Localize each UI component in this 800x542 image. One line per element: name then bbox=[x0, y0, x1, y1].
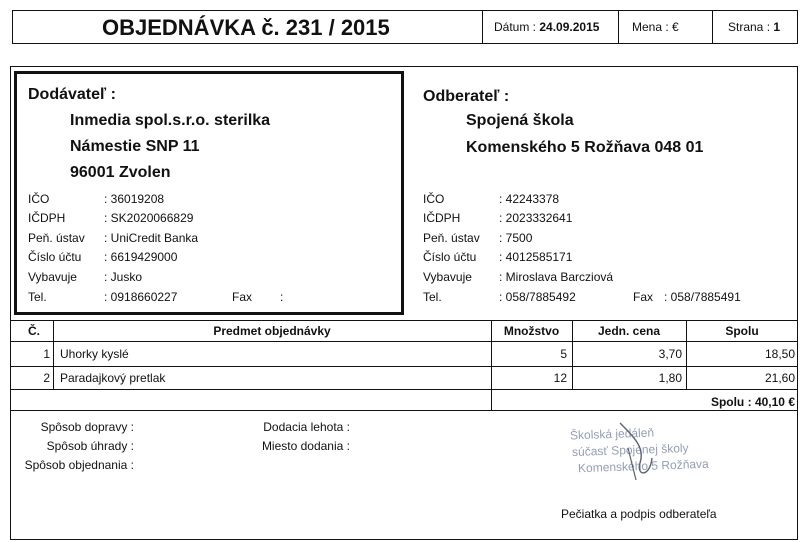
customer-bank-value: : 7500 bbox=[499, 231, 533, 245]
supplier-fax-label: Fax bbox=[232, 290, 253, 304]
supplier-bank-value: : UniCredit Banka bbox=[104, 231, 199, 245]
supplier-contact-value: : Jusko bbox=[104, 270, 143, 284]
row-item: Paradajkový pretlak bbox=[60, 371, 166, 385]
currency-field: Mena : € bbox=[632, 20, 679, 34]
header-divider bbox=[482, 10, 483, 44]
customer-address: Komenského 5 Rožňava 048 01 bbox=[466, 139, 704, 156]
supplier-phone-value: : 0918660227 bbox=[104, 290, 178, 304]
customer-icdph-value: : 2023332641 bbox=[499, 211, 573, 225]
header-divider bbox=[712, 10, 713, 44]
col-header-item: Predmet objednávky bbox=[213, 324, 331, 338]
signature-label: Pečiatka a podpis odberateľa bbox=[561, 507, 717, 521]
customer-account-value: : 4012585171 bbox=[499, 250, 573, 264]
customer-phone-value: : 058/7885492 bbox=[499, 290, 576, 304]
order-method-label: Spôsob objednania : bbox=[24, 458, 134, 472]
customer-ico-label: IČO bbox=[423, 192, 445, 206]
transport-label: Spôsob dopravy : bbox=[40, 420, 134, 434]
supplier-account-label: Číslo účtu bbox=[28, 250, 82, 264]
supplier-icdph-label: IČDPH bbox=[28, 211, 66, 225]
stamp-line: Komenského 5 Rožňava bbox=[577, 456, 709, 476]
stamp-line: súčasť Spojenej školy bbox=[571, 440, 689, 460]
supplier-fax-value: : bbox=[280, 290, 284, 304]
col-header-no: Č. bbox=[28, 324, 40, 338]
date-value: 24.09.2015 bbox=[539, 20, 600, 34]
row-item: Uhorky kyslé bbox=[60, 347, 129, 361]
customer-icdph-label: IČDPH bbox=[423, 211, 461, 225]
header-divider bbox=[618, 10, 619, 44]
order-total-value: 40,10 € bbox=[754, 395, 795, 409]
table-header-line bbox=[10, 341, 798, 342]
supplier-bank-label: Peň. ústav bbox=[28, 231, 85, 245]
customer-title: Odberateľ : bbox=[423, 88, 510, 105]
supplier-ico-value: : 36019208 bbox=[104, 192, 165, 206]
col-header-total: Spolu bbox=[725, 324, 759, 338]
customer-fax-value: : 058/7885491 bbox=[664, 290, 741, 304]
row-total: 18,50 bbox=[764, 347, 795, 361]
stamp-line: Školská jedáleň bbox=[569, 425, 655, 443]
supplier-city: 96001 Zvolen bbox=[70, 164, 171, 181]
signature-scribble bbox=[600, 418, 670, 488]
document-title: OBJEDNÁVKA č. 231 / 2015 bbox=[102, 15, 390, 40]
customer-contact-label: Vybavuje bbox=[423, 270, 472, 284]
table-row-line bbox=[10, 389, 798, 390]
table-sum-line bbox=[10, 410, 798, 411]
page-label: Strana : bbox=[728, 20, 771, 34]
payment-label: Spôsob úhrady : bbox=[46, 439, 134, 453]
date-field bbox=[494, 20, 599, 34]
supplier-account-value: : 6619429000 bbox=[104, 250, 178, 264]
order-total-label: Spolu : bbox=[710, 395, 752, 409]
supplier-contact-label: Vybavuje bbox=[28, 270, 77, 284]
customer-ico-value: : 42243378 bbox=[499, 192, 560, 206]
col-header-qty: Množstvo bbox=[503, 324, 560, 338]
customer-fax-label: Fax bbox=[633, 290, 654, 304]
delivery-place-label: Miesto dodania : bbox=[261, 439, 350, 453]
table-top-line bbox=[10, 320, 798, 321]
row-qty: 5 bbox=[560, 347, 567, 361]
row-number: 2 bbox=[43, 371, 50, 385]
customer-contact-value: : Miroslava Barcziová bbox=[499, 270, 614, 284]
page-value: 1 bbox=[773, 20, 781, 34]
supplier-title: Dodávateľ : bbox=[28, 86, 116, 103]
row-number: 1 bbox=[43, 347, 50, 361]
row-unit-price: 3,70 bbox=[658, 347, 682, 361]
page-field bbox=[728, 20, 780, 34]
row-qty: 12 bbox=[553, 371, 567, 385]
date-label: Dátum : bbox=[494, 20, 537, 34]
row-unit-price: 1,80 bbox=[658, 371, 682, 385]
delivery-deadline-label: Dodacia lehota : bbox=[263, 420, 350, 434]
customer-name: Spojená škola bbox=[466, 112, 574, 129]
customer-bank-label: Peň. ústav bbox=[423, 231, 480, 245]
supplier-name: Inmedia spol.s.r.o. sterilka bbox=[70, 112, 271, 129]
row-total: 21,60 bbox=[764, 371, 795, 385]
supplier-street: Námestie SNP 11 bbox=[70, 138, 200, 155]
customer-phone-label: Tel. bbox=[423, 290, 442, 304]
supplier-phone-label: Tel. bbox=[28, 290, 47, 304]
table-row-line bbox=[10, 366, 798, 367]
customer-account-label: Číslo účtu bbox=[423, 250, 477, 264]
col-header-unit-price: Jedn. cena bbox=[597, 324, 661, 338]
supplier-icdph-value: : SK2020066829 bbox=[104, 211, 194, 225]
order-total bbox=[600, 395, 795, 409]
supplier-ico-label: IČO bbox=[28, 192, 50, 206]
